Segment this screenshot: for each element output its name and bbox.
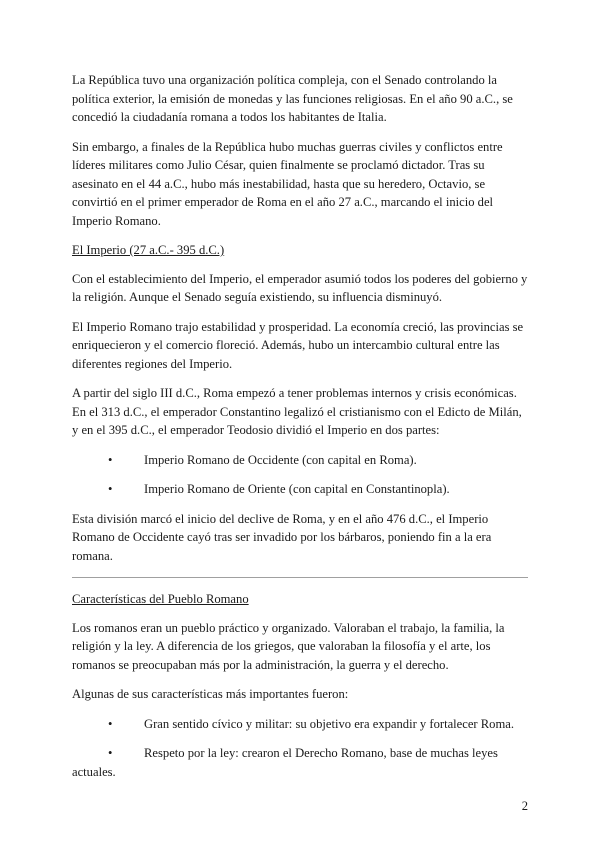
empire-paragraph-3: A partir del siglo III d.C., Roma empezó a tener problemas internos y crisis económicas. En el 313 d.C., el emperador Constantino legalizó el cristianismo con el Edicto de Milán, y en el 395 d.C., el emperador Teodosio dividió el Imperio en dos partes: — [72, 386, 522, 437]
empire-division-list — [72, 451, 528, 499]
list-item-text: Respeto por la ley: crearon el Derecho Romano, base de muchas leyes actuales. — [72, 746, 498, 779]
section-divider — [72, 577, 528, 578]
characteristics-list — [72, 715, 528, 782]
bullet-icon: • — [108, 746, 113, 760]
empire-heading: El Imperio (27 a.C.- 395 d.C.) — [72, 243, 225, 257]
bullet-icon: • — [108, 716, 113, 731]
people-heading: Características del Pueblo Romano — [72, 592, 249, 606]
people-list-intro: Algunas de sus características más importantes fueron: — [72, 687, 349, 701]
empire-paragraph-2: El Imperio Romano trajo estabilidad y prosperidad. La economía creció, las provincias se enriquecieron y el comercio floreció. Además, hubo un intercambio cultural entre las diferentes regiones del Imperio. — [72, 319, 524, 371]
empire-paragraph-1: Con el establecimiento del Imperio, el emperador asumió todos los poderes del gobierno y la religión. Aunque el Senado seguía existiendo, su influencia disminuyó. — [72, 271, 528, 304]
list-item — [72, 480, 528, 499]
page-number: 2 — [521, 799, 528, 813]
list-item — [72, 451, 528, 470]
bullet-icon: • — [108, 482, 113, 496]
people-intro-paragraph: Los romanos eran un pueblo práctico y organizado. Valoraban el trabajo, la familia, la religión y la ley. A diferencia de los griegos, que valoraban la filosofía y el arte, los romanos se preocupaban más por la administración, la guerra y el derecho. — [72, 620, 505, 672]
list-item-text: Imperio Romano de Oriente (con capital en Constantinopla). — [144, 482, 450, 496]
empire-closing-paragraph: Esta división marcó el inicio del declive de Roma, y en el año 476 d.C., el Imperio Romano de Occidente cayó tras ser invadido por los bárbaros, poniendo fin a la era romana. — [72, 511, 492, 563]
republic-paragraph-2: Sin embargo, a finales de la República hubo muchas guerras civiles y conflictos entre líderes militares como Julio César, quien finalmente se proclamó dictador. Tras su asesinato en el 44 a.C., hubo más inestabilidad, hasta que su heredero, Octavio, se convirtió en el primer emperador de Roma en el año 27 a.C., marcando el inicio del Imperio Romano. — [72, 139, 503, 228]
republic-paragraph-1: La República tuvo una organización política compleja, con el Senado controlando la política exterior, la emisión de monedas y las funciones religiosas. En el año 90 a.C., se concedió la ciudadanía romana a todos los habitantes de Italia. — [72, 73, 513, 124]
list-item-text: Imperio Romano de Occidente (con capital en Roma). — [144, 452, 417, 467]
list-item — [72, 744, 528, 781]
bullet-icon: • — [108, 452, 113, 467]
list-item — [72, 715, 528, 734]
list-item-text: Gran sentido cívico y militar: su objetivo era expandir y fortalecer Roma. — [144, 716, 514, 731]
